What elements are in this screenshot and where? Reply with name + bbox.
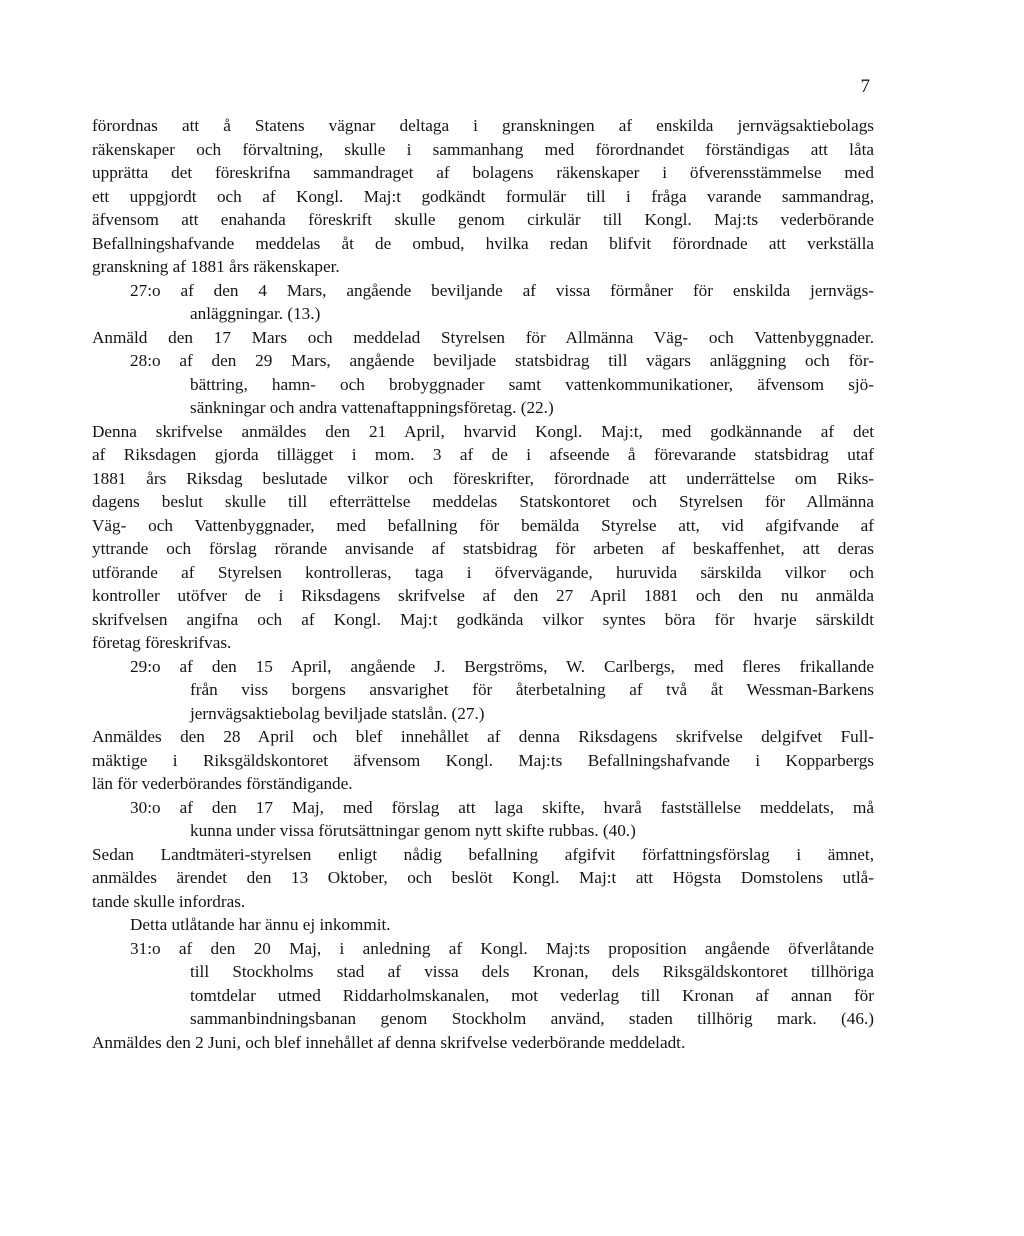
text-line: 29:o af den 15 April, angående J. Bergströms, W. Carlbergs, med fleres frikallande [130,656,874,676]
text-line: kontroller utöfver de i Riksdagens skrifvelse af den 27 April 1881 och den nu anmälda [92,586,874,605]
text-line: upprätta det föreskrifna sammandraget af bolagens räkenskaper i öfverensstämmelse med [92,163,874,182]
text-line: utförande af Styrelsen kontrolleras, taga i öfvervägande, huruvida särskilda vilkor och [92,562,874,582]
text-line: 31:o af den 20 Maj, i anledning af Kongl. Maj:ts proposition angående öfverlåtande [130,938,874,958]
text-line: skrifvelsen angifna och af Kongl. Maj:t godkända vilkor syntes böra för hvarje särskildt [92,609,874,629]
text-line: Denna skrifvelse anmäldes den 21 April, hvarvid Kongl. Maj:t, med godkännande af det [92,421,874,441]
text-line: Anmäld den 17 Mars och meddelad Styrelsen för Allmänna Väg- och Vattenbyggnader. [92,327,874,347]
text-line: företag föreskrifvas. [92,633,232,652]
text-line: 30:o af den 17 Maj, med förslag att laga skifte, hvarå fastställelse meddelats, må [130,797,874,817]
text-line: kunna under vissa förutsättningar genom nytt skifte rubbas. (40.) [190,821,636,840]
text-line: granskning af 1881 års räkenskaper. [92,257,340,276]
text-line: sänkningar och andra vattenaftappningsföretag. (22.) [190,398,554,417]
text-line: till Stockholms stad af vissa dels Kronan, dels Riksgäldskontoret tillhöriga [190,962,874,981]
text-line: af Riksdagen gjorda tillägget i mom. 3 af de i afseende å förevarande statsbidrag utaf [92,445,874,464]
text-line: Sedan Landtmäteri-styrelsen enligt nådig befallning afgifvit författningsförslag i ämnet, [92,844,874,864]
text-line: Befallningshafvande meddelas åt de ombud, hvilka redan blifvit förordnade att verkställa [92,233,874,253]
text-line: mäktige i Riksgäldskontoret äfvensom Kongl. Maj:ts Befallningshafvande i Kopparbergs [92,750,874,770]
text-line: 27:o af den 4 Mars, angående beviljande af vissa förmåner för enskilda jernvägs- [130,280,874,300]
text-line: 28:o af den 29 Mars, angående beviljade statsbidrag till vägars anläggning och för- [130,351,874,370]
text-line: bättring, hamn- och brobyggnader samt vattenkommunikationer, äfvensom sjö- [190,374,874,394]
body-text [92,114,874,1054]
text-line: från viss borgens ansvarighet för återbetalning af två åt Wessman-Barkens [190,680,874,699]
text-line: anläggningar. (13.) [190,304,321,323]
text-line: dagens beslut skulle till efterrättelse meddelas Statskontoret och Styrelsen för Allmänna [92,492,874,511]
text-line: förordnas att å Statens vägnar deltaga i granskningen af enskilda jernvägsaktiebolags [92,116,874,135]
text-line: äfvensom att enahanda föreskrift skulle genom cirkulär till Kongl. Maj:ts vederbörande [92,210,874,229]
text-line: yttrande och förslag rörande anvisande af statsbidrag för arbeten af beskaffenhet, att deras [92,539,874,558]
text-line: tomtdelar utmed Riddarholmskanalen, mot vederlag till Kronan af annan för [190,985,874,1005]
text-line: Anmäldes den 2 Juni, och blef innehållet af denna skrifvelse vederbörande meddeladt. [92,1032,686,1052]
text-line: sammanbindningsbanan genom Stockholm använd, staden tillhörig mark. (46.) [190,1009,874,1028]
page-number: 7 [860,76,870,97]
text-line: ett uppgjordt och af Kongl. Maj:t godkändt formulär till i fråga varande sammandrag, [92,186,874,206]
text-line: jernvägsaktiebolag beviljade statslån. (27.) [190,703,485,723]
text-line: Detta utlåtande har ännu ej inkommit. [130,915,391,934]
text-line: Anmäldes den 28 April och blef innehållet af denna Riksdagens skrifvelse delgifvet Full- [92,727,874,746]
text-line: räkenskaper och förvaltning, skulle i sammanhang med förordnandet förständigas att låta [92,139,874,159]
text-line: anmäldes ärendet den 13 Oktober, och beslöt Kongl. Maj:t att Högsta Domstolens utlå- [92,868,874,887]
text-line: 1881 års Riksdag beslutade vilkor och föreskrifter, förordnade att underrättelse om Riks- [92,468,874,488]
text-line: Väg- och Vattenbyggnader, med befallning för bemälda Styrelse att, vid afgifvande af [92,515,874,535]
text-line: tande skulle infordras. [92,891,246,911]
text-line: län för vederbörandes förständigande. [92,774,353,793]
